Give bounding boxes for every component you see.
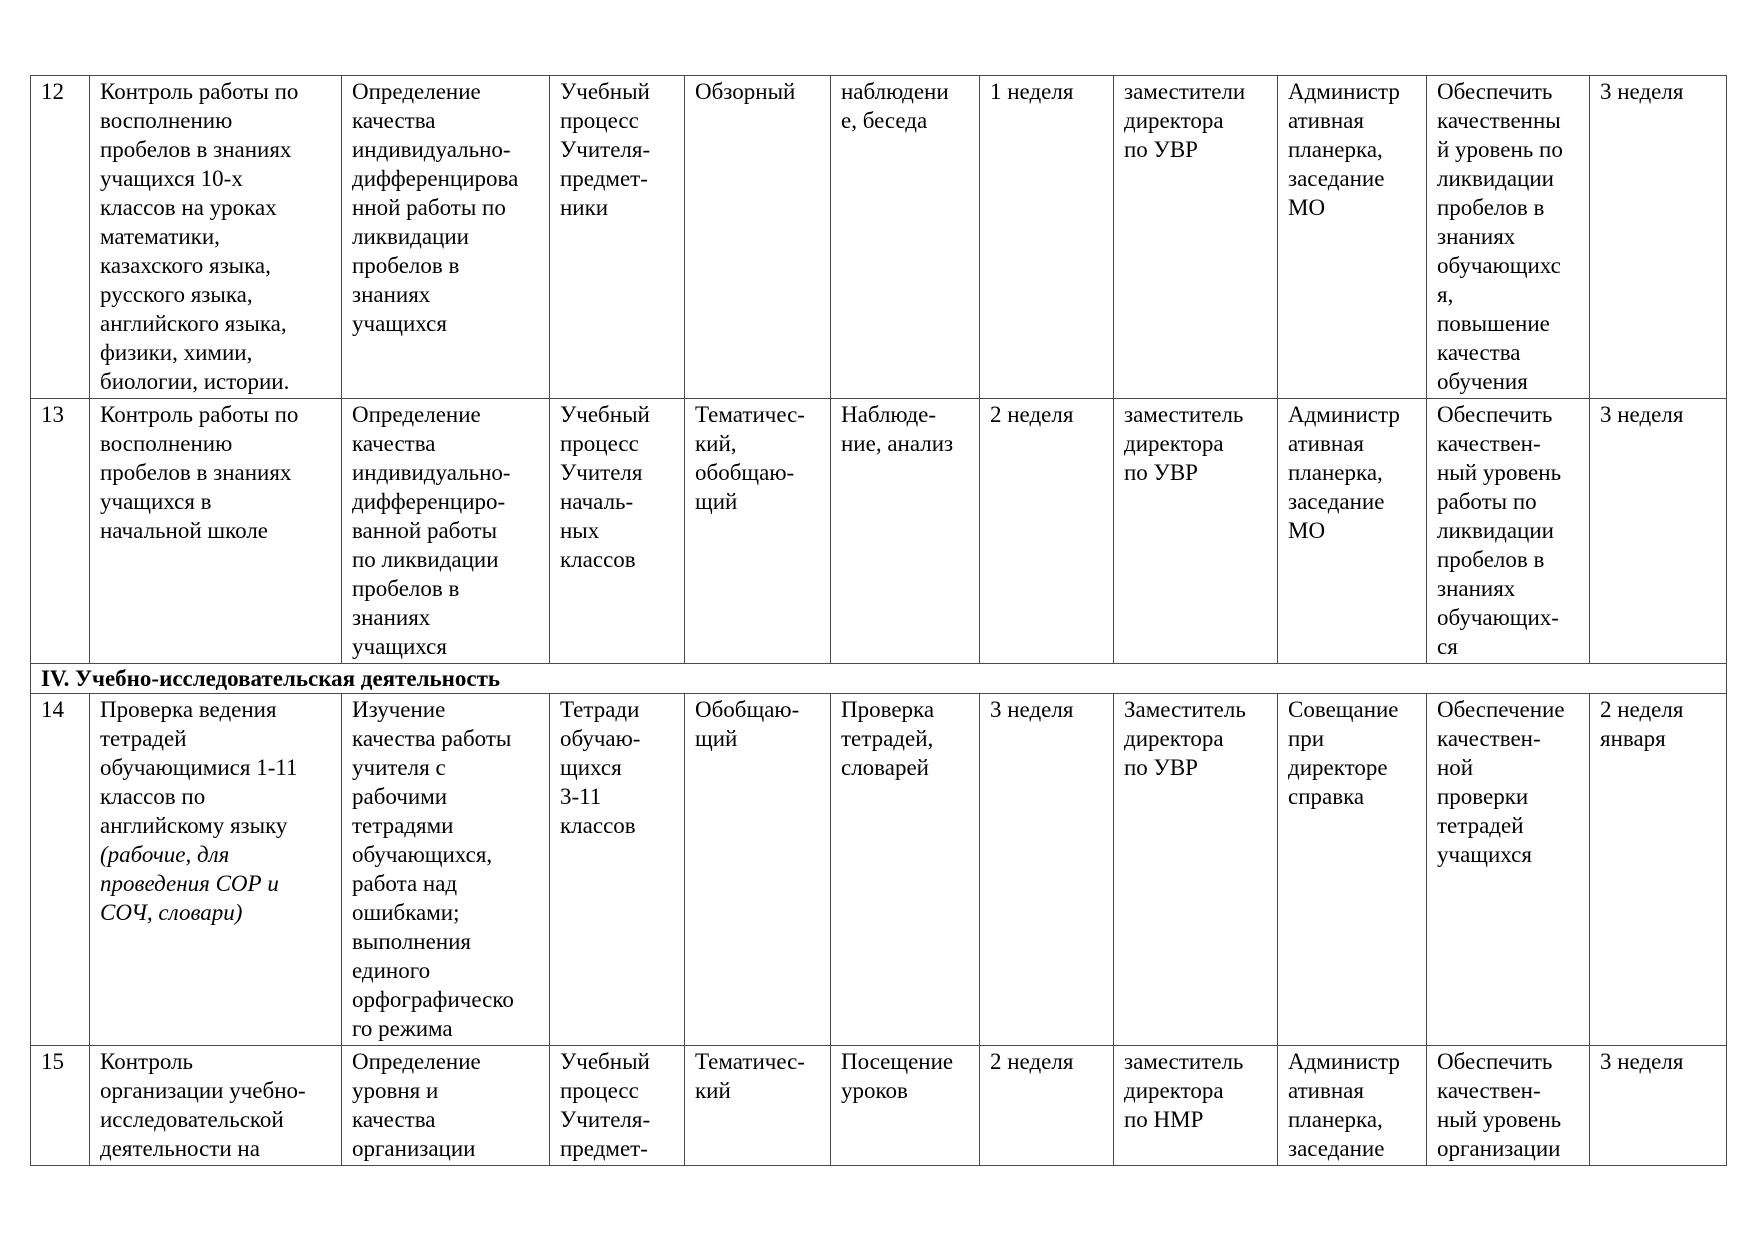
review-place: Совещание при директоре справка	[1278, 694, 1427, 1046]
control-method: Наблюде- ние, анализ	[831, 399, 980, 664]
control-type: Обзорный	[685, 76, 831, 399]
row-number: 15	[31, 1046, 90, 1166]
control-method: Посещение уроков	[831, 1046, 980, 1166]
control-plan-table	[30, 75, 1727, 1166]
control-goal: Изучение качества работы учителя с рабочими тетрадями обучающихся, работа над ошибками; выполнения единого орфографическо го режима	[342, 694, 550, 1046]
review-place: Администр ативная планерка, заседание МО	[1278, 399, 1427, 664]
row-number: 14	[31, 694, 90, 1046]
secondary-control: 3 неделя	[1590, 76, 1727, 399]
row-number: 13	[31, 399, 90, 664]
management-decision: Обеспечение качествен- ной проверки тетрадей учащихся	[1427, 694, 1590, 1046]
control-method: наблюдени е, беседа	[831, 76, 980, 399]
section-header-row	[31, 664, 1727, 694]
control-type: Тематичес- кий, обобщаю- щий	[685, 399, 831, 664]
control-type: Обобщаю- щий	[685, 694, 831, 1046]
control-object-text: Проверка ведения тетрадей обучающимися 1-11 классов по английскому языку	[100, 697, 298, 838]
management-decision: Обеспечить качествен- ный уровень организации	[1427, 1046, 1590, 1166]
review-place: Администр ативная планерка, заседание	[1278, 1046, 1427, 1166]
management-decision: Обеспечить качествен- ный уровень работы по ликвидации пробелов в знаниях обучающих- ся	[1427, 399, 1590, 664]
control-subject: Учебный процесс Учителя- предмет- ники	[550, 76, 685, 399]
control-goal: Определение качества индивидуально- дифференцирова нной работы по ликвидации пробелов в знаниях учащихся	[342, 76, 550, 399]
control-method: Проверка тетрадей, словарей	[831, 694, 980, 1046]
control-object: Контроль организации учебно- исследовательской деятельности на	[90, 1046, 342, 1166]
secondary-control: 3 неделя	[1590, 399, 1727, 664]
table-row	[31, 1046, 1727, 1166]
control-object: Контроль работы по восполнению пробелов в знаниях учащихся в начальной школе	[90, 399, 342, 664]
control-period: 2 неделя	[980, 399, 1114, 664]
table-row	[31, 399, 1727, 664]
control-period: 3 неделя	[980, 694, 1114, 1046]
control-type: Тематичес- кий	[685, 1046, 831, 1166]
responsible-person: заместители директора по УВР	[1114, 76, 1278, 399]
responsible-person: заместитель директора по УВР	[1114, 399, 1278, 664]
table-row	[31, 76, 1727, 399]
responsible-person: Заместитель директора по УВР	[1114, 694, 1278, 1046]
control-subject: Учебный процесс Учителя началь- ных классов	[550, 399, 685, 664]
table-row	[31, 694, 1727, 1046]
control-object-note: (рабочие, для проведения СОР и СОЧ, словари)	[100, 842, 279, 925]
control-goal: Определение качества индивидуально- дифференциро- ванной работы по ликвидации пробелов в знаниях учащихся	[342, 399, 550, 664]
responsible-person: заместитель директора по НМР	[1114, 1046, 1278, 1166]
secondary-control: 2 неделя января	[1590, 694, 1727, 1046]
control-subject: Учебный процесс Учителя- предмет-	[550, 1046, 685, 1166]
management-decision: Обеспечить качественны й уровень по ликвидации пробелов в знаниях обучающихс я, повышение качества обучения	[1427, 76, 1590, 399]
control-period: 2 неделя	[980, 1046, 1114, 1166]
review-place: Администр ативная планерка, заседание МО	[1278, 76, 1427, 399]
control-object	[90, 694, 342, 1046]
control-goal: Определение уровня и качества организации	[342, 1046, 550, 1166]
control-subject: Тетради обучаю- щихся 3-11 классов	[550, 694, 685, 1046]
control-period: 1 неделя	[980, 76, 1114, 399]
secondary-control: 3 неделя	[1590, 1046, 1727, 1166]
section-title: IV. Учебно-исследовательская деятельность	[31, 664, 1727, 694]
control-object: Контроль работы по восполнению пробелов в знаниях учащихся 10-х классов на уроках математики, казахского языка, русского языка, английского языка, физики, химии, биологии, истории.	[90, 76, 342, 399]
row-number: 12	[31, 76, 90, 399]
